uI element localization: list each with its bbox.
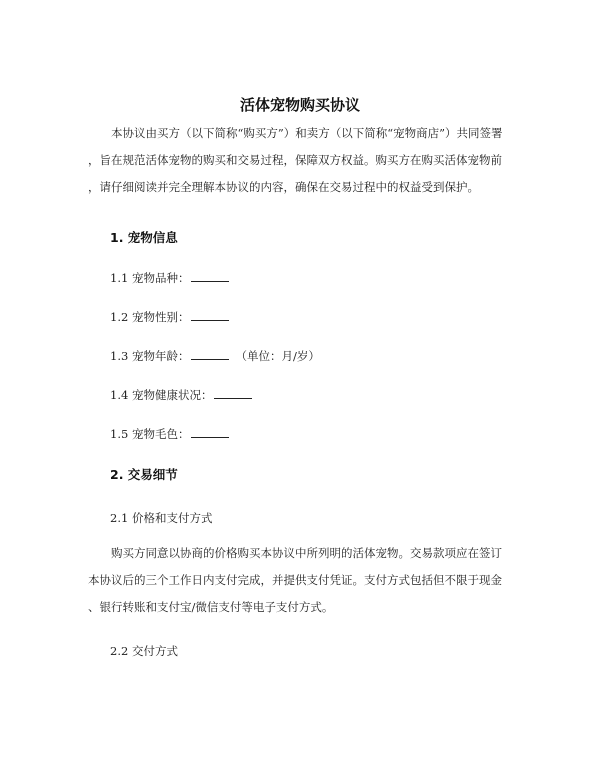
payment-line: 购买方同意以协商的价格购买本协议中所列明的活体宠物。交易款项应在签订 <box>111 546 502 560</box>
section-heading-pet-info: 1. 宠物信息 <box>110 230 178 245</box>
intro-line: ，请仔细阅读并完全理解本协议的内容，确保在交易过程中的权益受到保护。 <box>88 180 479 194</box>
payment-paragraph <box>88 540 516 621</box>
field-label: 1.1 宠物品种： <box>110 271 190 285</box>
subsection-title-delivery: 2.2 交付方式 <box>110 644 178 658</box>
field-label: 1.5 宠物毛色： <box>110 427 190 441</box>
field-pet-health <box>110 386 252 403</box>
intro-line: ，旨在规范活体宠物的购买和交易过程，保障双方权益。购买方在购买活体宠物前 <box>88 153 502 167</box>
intro-line: 本协议由买方（以下简称“购买方”）和卖方（以下简称“宠物商店”）共同签署 <box>111 126 503 140</box>
fill-in-blank <box>191 347 229 360</box>
payment-line: 本协议后的三个工作日内支付完成，并提供支付凭证。支付方式包括但不限于现金 <box>88 573 502 587</box>
fill-in-blank <box>214 386 252 399</box>
field-label: 1.3 宠物年龄： <box>110 349 190 363</box>
field-pet-age <box>110 347 320 364</box>
payment-line: 、银行转账和支付宝/微信支付等电子支付方式。 <box>88 600 334 614</box>
section-heading-transaction: 2. 交易细节 <box>110 467 178 482</box>
field-label: 1.2 宠物性别： <box>110 310 190 324</box>
fill-in-blank <box>191 425 229 438</box>
document-title: 活体宠物购买协议 <box>239 96 360 114</box>
field-unit-note: （单位：月/岁） <box>235 349 320 363</box>
subsection-title-price-payment: 2.1 价格和支付方式 <box>110 511 213 525</box>
intro-paragraph <box>88 120 516 201</box>
field-pet-color <box>110 425 229 442</box>
field-pet-breed <box>110 269 229 286</box>
fill-in-blank <box>191 308 229 321</box>
field-pet-gender <box>110 308 229 325</box>
field-label: 1.4 宠物健康状况： <box>110 388 213 402</box>
fill-in-blank <box>191 269 229 282</box>
